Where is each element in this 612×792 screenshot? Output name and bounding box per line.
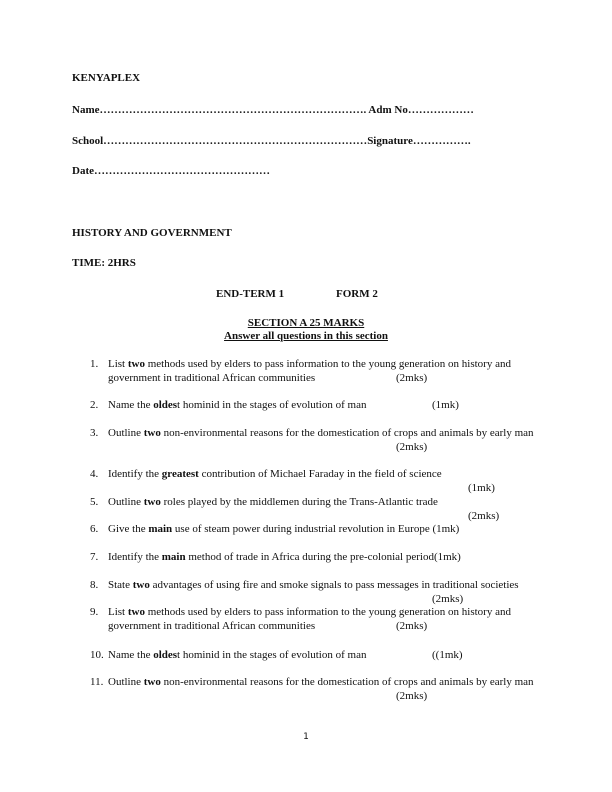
question-marks: (1mk) [468,482,495,494]
question-marks: (2mks) [396,690,428,702]
question-text: State two advantages of using fire and smoke signals to pass messages in traditional societies [108,579,519,591]
question-text: Outline two non-environmental reasons for the domestication of crops and animals by early man [108,676,534,688]
question-text: Give the main use of steam power during industrial revolution in Europe (1mk) [108,523,460,535]
question-text: List two methods used by elders to pass information to the young generation on history and government in traditional African communities [108,358,511,384]
question-number: 4. [90,468,99,480]
question-marks: (2mks) [468,510,500,522]
question-marks: (1mk) [432,523,460,535]
question-item [90,357,560,385]
question-item [90,605,560,633]
question-item [90,426,560,453]
adm-no-line: Adm No……………… [368,104,474,116]
question-item [90,522,560,536]
question-text: Name the oldest hominid in the stages of evolution of man [108,399,367,411]
question-number: 3. [90,427,99,439]
question-number: 1. [90,358,99,370]
exam-form: FORM 2 [336,288,378,300]
question-text: Outline two roles played by the middlemen during the Trans-Atlantic trade [108,496,438,508]
section-title: SECTION A 25 MARKS [247,317,365,329]
org-name: KENYAPLEX [72,72,141,84]
signature-line: Signature……………. [367,135,471,147]
question-marks: (2mks) [396,620,428,632]
exam-time: TIME: 2HRS [72,257,136,269]
question-item [90,578,560,605]
question-marks: (2mks) [396,441,428,453]
question-text: Identify the main method of trade in Africa during the pre-colonial period(1mk) [108,551,461,563]
question-text: Identify the greatest contribution of Michael Faraday in the field of science [108,468,442,480]
question-item [90,675,560,702]
school-field[interactable] [72,135,471,147]
question-number: 7. [90,551,99,563]
question-marks: (1mk) [433,551,461,563]
question-marks: ((1mk) [432,649,463,661]
question-text: List two methods used by elders to pass information to the young generation on history and government in traditional African communities [108,606,511,632]
subject-title: HISTORY AND GOVERNMENT [72,227,232,239]
question-item [90,398,560,412]
question-number: 2. [90,399,99,411]
question-number: 5. [90,496,99,508]
question-number: 10. [90,649,104,661]
question-marks: (2mks) [396,372,428,384]
question-marks: (2mks) [432,593,464,605]
page-number: 1 [303,732,309,742]
question-item [90,495,560,522]
section-instruction: Answer all questions in this section [224,330,388,342]
exam-term: END-TERM 1 [216,288,285,300]
question-item [90,648,560,662]
question-number: 9. [90,606,99,618]
question-text: Name the oldest hominid in the stages of evolution of man [108,649,367,661]
question-item [90,550,560,564]
question-number: 11. [90,676,104,688]
question-number: 6. [90,523,99,535]
question-text: Outline two non-environmental reasons for the domestication of crops and animals by early man [108,427,534,439]
question-marks: (1mk) [432,399,459,411]
name-line: Name………………………………………………………………. [72,104,367,116]
name-field[interactable] [72,104,474,116]
question-number: 8. [90,579,99,591]
school-line: School……………………………………………………………… [72,135,368,147]
date-field[interactable]: Date………………………………………… [72,165,270,177]
question-item [90,467,560,494]
